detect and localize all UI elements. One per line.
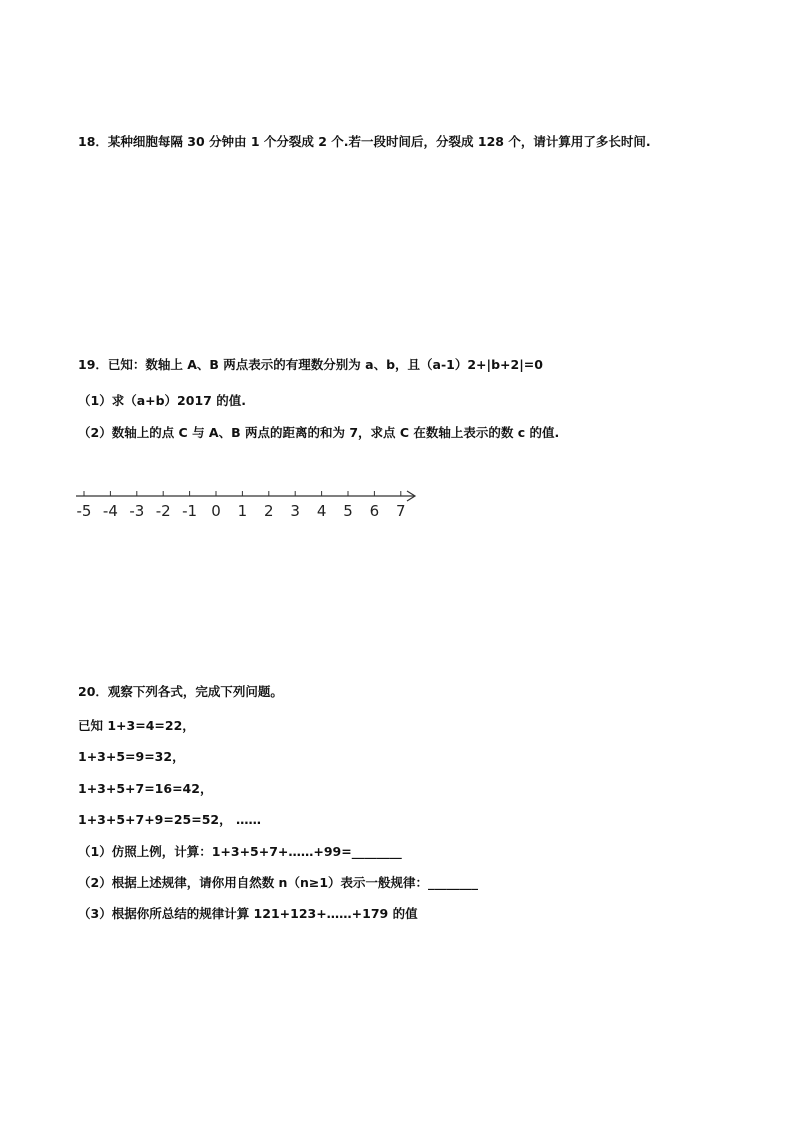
question-20-line-3: 1+3+5+7=16=42， — [78, 781, 213, 796]
question-20-part-3: （3）根据你所总结的规律计算 121+123+……+179 的值 — [78, 906, 418, 921]
question-19-part-2: （2）数轴上的点 C 与 A、B 两点的距离的和为 7，求点 C 在数轴上表示的数 c 的值. — [78, 425, 560, 440]
question-19-part-1: （1）求（a+b）2017 的值. — [78, 393, 246, 408]
question-20-line-2: 1+3+5=9=32， — [78, 749, 185, 764]
number-line-tick-label: 2 — [264, 502, 274, 520]
number-line-tick-label: -4 — [102, 502, 118, 520]
number-line-tick-label: 7 — [396, 502, 406, 520]
question-20-part-1: （1）仿照上例，计算：1+3+5+7+……+99=________ — [78, 844, 402, 859]
question-20-line-1: 已知 1+3=4=22， — [78, 718, 195, 733]
number-line-tick-label: 1 — [237, 502, 248, 520]
question-18: 18．某种细胞每隔 30 分钟由 1 个分裂成 2 个.若一段时间后，分裂成 128 个，请计算用了多长时间. — [78, 134, 651, 149]
number-line-tick-label: -2 — [155, 502, 171, 520]
question-20-stem: 20．观察下列各式，完成下列问题。 — [78, 684, 283, 699]
number-line-tick-label: 4 — [316, 502, 327, 520]
question-20-part-2: （2）根据上述规律，请你用自然数 n（n≥1）表示一般规律：________ — [78, 875, 479, 890]
number-line — [70, 484, 430, 524]
number-line-tick-label: 3 — [290, 502, 300, 520]
number-line-tick-label: -3 — [129, 502, 145, 520]
number-line-tick-label: -5 — [76, 502, 92, 520]
question-20-line-4: 1+3+5+7+9=25=52， …… — [78, 812, 261, 827]
number-line-tick-label: -1 — [182, 502, 198, 520]
number-line-tick-label: 0 — [211, 502, 221, 520]
number-line-tick-label: 5 — [343, 502, 353, 520]
question-19-stem: 19．已知：数轴上 A、B 两点表示的有理数分别为 a、b，且（a-1）2+|b+2|=0 — [78, 357, 543, 372]
number-line-tick-label: 6 — [369, 502, 380, 520]
